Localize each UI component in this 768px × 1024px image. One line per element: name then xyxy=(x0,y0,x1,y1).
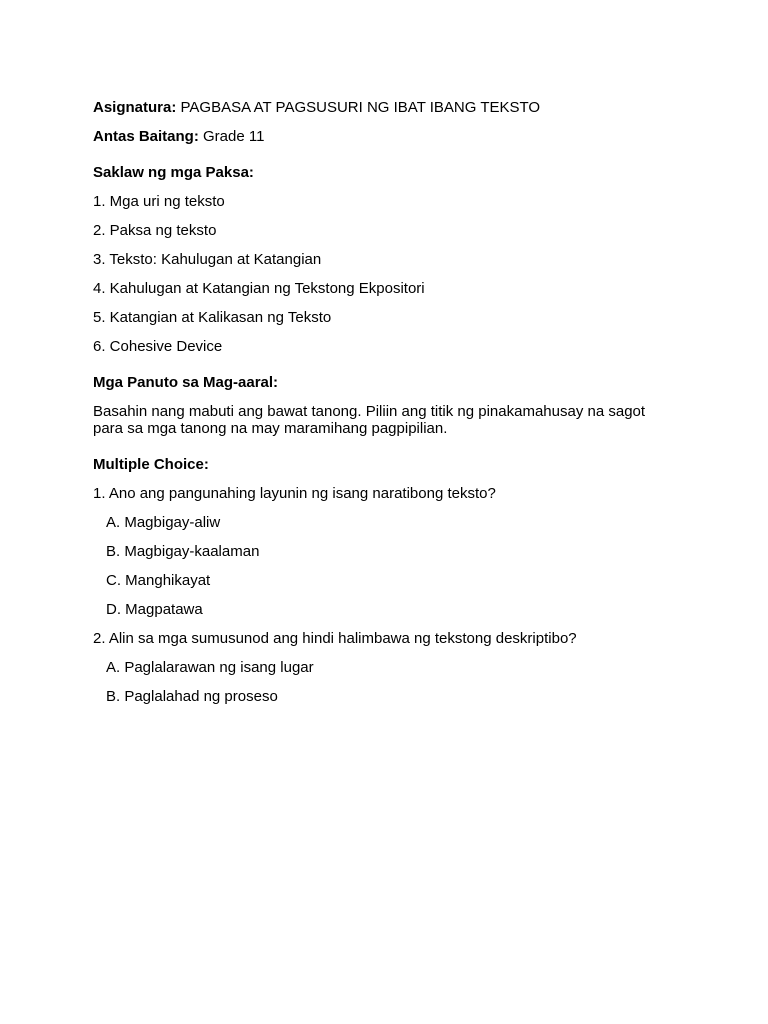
question-text: 1. Ano ang pangunahing layunin ng isang naratibong teksto? xyxy=(93,485,496,502)
question-text: 2. Alin sa mga sumusunod ang hindi halimbawa ng tekstong deskriptibo? xyxy=(93,630,577,647)
subject-line xyxy=(93,99,693,116)
quiz-heading: Multiple Choice: xyxy=(93,456,209,473)
answer-choice: D. Magpatawa xyxy=(106,601,203,618)
topic-item: 3. Teksto: Kahulugan at Katangian xyxy=(93,251,322,268)
answer-choice: B. Paglalahad ng proseso xyxy=(106,688,278,705)
grade-value: Grade 11 xyxy=(203,128,265,145)
instructions-line: para sa mga tanong na may maramihang pagpipilian. xyxy=(93,420,448,437)
document-content xyxy=(93,99,693,717)
answer-choice: C. Manghikayat xyxy=(106,572,211,589)
answer-choice: A. Magbigay-aliw xyxy=(106,514,221,531)
instructions-line: Basahin nang mabuti ang bawat tanong. Piliin ang titik ng pinakamahusay na sagot xyxy=(93,403,646,420)
instructions-paragraph xyxy=(93,403,683,437)
answer-choice: B. Magbigay-kaalaman xyxy=(106,543,260,560)
instructions-heading: Mga Panuto sa Mag-aaral: xyxy=(93,374,279,391)
topic-item: 6. Cohesive Device xyxy=(93,338,223,355)
grade-line xyxy=(93,128,693,145)
topic-item: 1. Mga uri ng teksto xyxy=(93,193,225,210)
subject-label: Asignatura: xyxy=(93,99,177,116)
subject-value: PAGBASA AT PAGSUSURI NG IBAT IBANG TEKSTO xyxy=(180,99,541,116)
grade-label: Antas Baitang: xyxy=(93,128,199,145)
topic-item: 2. Paksa ng teksto xyxy=(93,222,217,239)
topic-item: 4. Kahulugan at Katangian ng Tekstong Ekpositori xyxy=(93,280,425,297)
answer-choice: A. Paglalarawan ng isang lugar xyxy=(106,659,314,676)
topics-heading: Saklaw ng mga Paksa: xyxy=(93,164,254,181)
topic-item: 5. Katangian at Kalikasan ng Teksto xyxy=(93,309,332,326)
